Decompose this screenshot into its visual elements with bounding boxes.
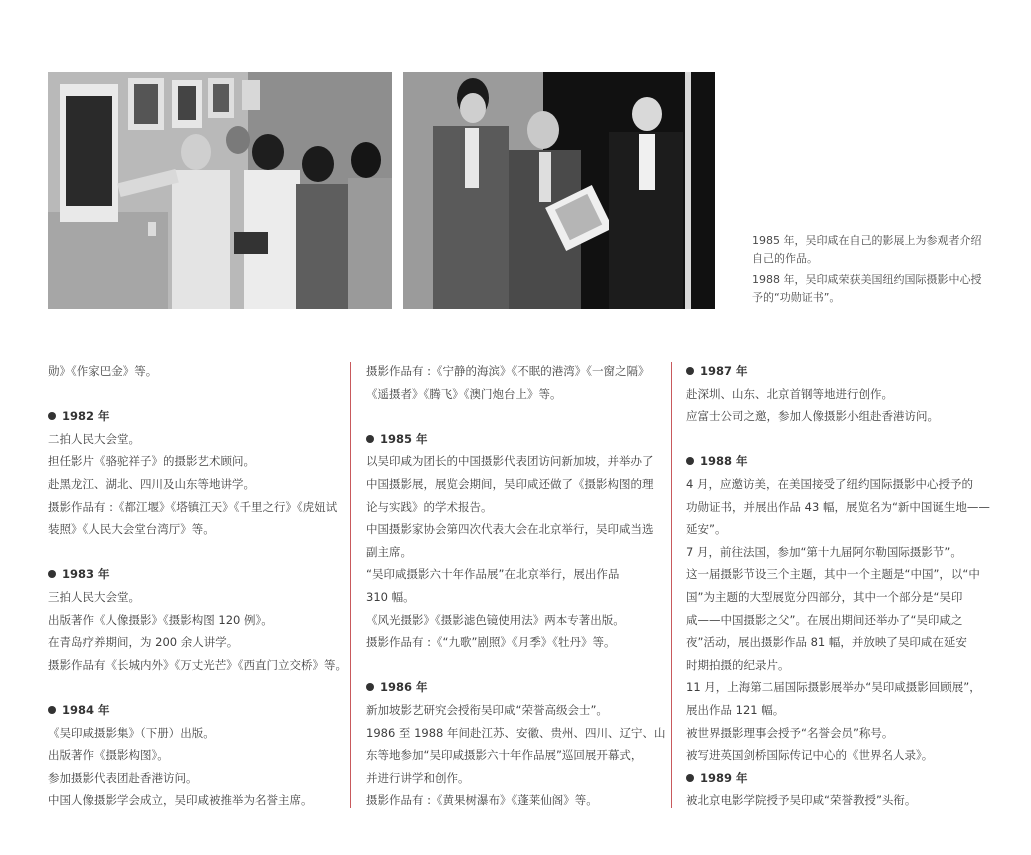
timeline-text <box>48 631 340 654</box>
photo-award-ceremony <box>403 72 715 309</box>
timeline-text <box>686 563 978 586</box>
text-line: 中国摄影家协会第四次代表大会在北京举行，吴印咸当选 <box>366 522 654 537</box>
timeline-text <box>366 586 660 609</box>
timeline-text <box>48 609 340 632</box>
text-line: 《风光摄影》《摄影滤色镜使用法》两本专著出版。 <box>366 612 625 627</box>
text-line: 11 月，上海第二届国际摄影展举办“吴印咸摄影回顾展”， <box>686 680 981 695</box>
timeline-text <box>366 767 660 790</box>
timeline-text <box>48 518 340 541</box>
timeline-text <box>48 496 340 519</box>
text-line: 摄影作品有 :《都江堰》《塔镇江天》《千里之行》《虎妞试 <box>48 499 338 514</box>
timeline-text <box>686 789 978 812</box>
timeline-text <box>686 631 978 654</box>
timeline-text <box>366 541 660 564</box>
timeline-text <box>366 699 660 722</box>
text-line: 在青岛疗养期间，为 200 余人讲学。 <box>48 635 239 650</box>
text-line: 摄影作品有 :《宁静的海滨》《不眠的港湾》《一窗之隔》 <box>366 364 650 378</box>
text-line: 被世界摄影理事会授予“名誉会员”称号。 <box>686 725 894 740</box>
text-line: 东等地参加“吴印咸摄影六十年作品展”巡回展开幕式， <box>366 748 643 763</box>
year-heading <box>686 767 978 790</box>
text-line: 出版著作《人像摄影》《摄影构图 120 例》。 <box>48 612 273 627</box>
timeline-text <box>686 518 978 541</box>
text-line: 以吴印咸为团长的中国摄影代表团访问新加坡，并举办了 <box>366 454 654 469</box>
year-heading <box>366 428 660 451</box>
spacer <box>48 383 340 406</box>
timeline-text <box>48 450 340 473</box>
text-line: 勋》《作家巴金》等。 <box>48 364 158 378</box>
text-line: 摄影作品有 :《黄果树瀑布》《蓬莱仙阁》等。 <box>366 793 598 808</box>
timeline-text <box>48 428 340 451</box>
timeline-text <box>366 631 660 654</box>
bullet-dot-icon <box>48 412 56 420</box>
text-line: 赴黑龙江、湖北、四川及山东等地讲学。 <box>48 476 255 491</box>
text-line: 被写进英国剑桥国际传记中心的《世界名人录》。 <box>686 748 934 763</box>
bullet-dot-icon <box>48 706 56 714</box>
year-heading <box>366 676 660 699</box>
spacer <box>366 654 660 677</box>
text-line: 三拍人民大会堂。 <box>48 589 140 604</box>
spacer <box>48 541 340 564</box>
timeline-text <box>686 744 978 767</box>
text-line: 1986 至 1988 年间赴江苏、安徽、贵州、四川、辽宁、山 <box>366 725 666 740</box>
bullet-dot-icon <box>366 435 374 443</box>
text-line: 应富士公司之邀，参加人像摄影小组赴香港访问。 <box>686 409 939 424</box>
timeline-text <box>686 473 978 496</box>
text-line: 咸——中国摄影之父”。在展出期间还举办了“吴印咸之 <box>686 612 963 627</box>
text-line: 展出作品 121 幅。 <box>686 702 785 717</box>
year-label: 1985 年 <box>380 431 428 446</box>
text-line: 7 月，前往法国，参加“第十九届阿尔勒国际摄影节”。 <box>686 544 962 559</box>
year-label: 1986 年 <box>380 680 428 695</box>
bullet-dot-icon <box>686 457 694 465</box>
timeline-text <box>366 722 666 745</box>
year-heading <box>48 563 340 586</box>
text-line: 延安”。 <box>686 522 727 537</box>
timeline-text <box>366 473 660 496</box>
timeline-text <box>686 541 978 564</box>
timeline-text <box>686 383 978 406</box>
text-line: 夜”活动，展出摄影作品 81 幅，并放映了吴印咸在延安 <box>686 635 967 650</box>
text-line: 这一届摄影节设三个主题，其中一个主题是“中国”，以“中 <box>686 567 980 582</box>
timeline-column-3 <box>686 360 990 812</box>
text-line: 二拍人民大会堂。 <box>48 431 140 446</box>
text-line: 国”为主题的大型展览分四部分，其中一个部分是“吴印 <box>686 589 963 604</box>
text-line: 时期拍摄的纪录片。 <box>686 657 790 672</box>
text-line: “吴印咸摄影六十年作品展”在北京举行，展出作品 <box>366 567 620 582</box>
text-line: 装照》《人民大会堂台湾厅》等。 <box>48 522 215 537</box>
year-label: 1989 年 <box>700 770 748 785</box>
timeline-column-1 <box>48 360 347 812</box>
text-line: 《遥摄者》《腾飞》《澳门炮台上》等。 <box>366 386 562 401</box>
text-line: 4 月，应邀访美，在美国接受了纽约国际摄影中心授予的 <box>686 476 973 491</box>
timeline-text <box>686 609 978 632</box>
bullet-dot-icon <box>366 683 374 691</box>
timeline-text <box>48 722 340 745</box>
year-heading <box>48 699 340 722</box>
bullet-dot-icon <box>686 774 694 782</box>
column-divider <box>671 362 672 808</box>
year-label: 1987 年 <box>700 364 748 378</box>
year-label: 1988 年 <box>700 454 748 469</box>
timeline-text <box>366 563 660 586</box>
year-label: 1984 年 <box>62 702 110 717</box>
caption-1988: 1988 年，吴印咸荣获美国纽约国际摄影中心授予的“功勋证书”。 <box>752 273 982 304</box>
photo-exhibition <box>48 72 392 309</box>
timeline-text <box>686 699 978 722</box>
timeline-text <box>48 586 340 609</box>
spacer <box>366 405 660 428</box>
timeline-text <box>366 518 660 541</box>
timeline-text <box>366 383 660 406</box>
timeline-text <box>366 789 660 812</box>
timeline-text <box>366 360 660 383</box>
timeline-text <box>48 789 340 812</box>
spacer <box>48 676 340 699</box>
text-line: 被北京电影学院授予吴印咸“荣誉教授”头衔。 <box>686 793 917 808</box>
timeline-text <box>48 767 340 790</box>
text-line: 出版著作《摄影构图》。 <box>48 748 169 763</box>
text-line: 中国人像摄影学会成立，吴印咸被推举为名誉主席。 <box>48 793 313 808</box>
timeline-text <box>366 609 660 632</box>
year-heading <box>48 405 340 428</box>
text-line: 副主席。 <box>366 544 412 559</box>
bullet-dot-icon <box>48 570 56 578</box>
year-heading <box>686 450 978 473</box>
text-line: 《吴印咸摄影集》（下册）出版。 <box>48 725 215 740</box>
timeline-text <box>686 405 978 428</box>
timeline-text <box>366 496 660 519</box>
caption-1985: 1985 年，吴印咸在自己的影展上为参观者介绍自己的作品。 <box>752 234 982 265</box>
timeline-text <box>48 360 340 383</box>
column-divider <box>350 362 351 808</box>
text-line: 新加坡影艺研究会授衔吴印咸“荣誉高级会士”。 <box>366 702 608 717</box>
year-heading <box>686 360 978 383</box>
text-line: 担任影片《骆驼祥子》的摄影艺术顾问。 <box>48 454 255 469</box>
timeline-text <box>366 744 660 767</box>
timeline-text <box>48 654 347 677</box>
year-label: 1983 年 <box>62 567 110 582</box>
text-line: 310 幅。 <box>366 589 415 604</box>
text-line: 摄影作品有 :《“九歌”剧照》《月季》《牡丹》等。 <box>366 635 616 650</box>
timeline-text <box>686 722 978 745</box>
text-line: 功勋证书，并展出作品 43 幅，展览名为“新中国诞生地—— <box>686 499 990 514</box>
timeline-text <box>686 586 978 609</box>
bullet-dot-icon <box>686 367 694 375</box>
timeline-text <box>686 676 981 699</box>
timeline-text <box>48 744 340 767</box>
text-line: 中国摄影展，展览会期间，吴印咸还做了《摄影构图的理 <box>366 476 654 491</box>
photo-captions <box>752 232 984 310</box>
timeline-column-2 <box>366 360 666 812</box>
text-line: 论与实践》的学术报告。 <box>366 499 493 514</box>
year-label: 1982 年 <box>62 409 110 424</box>
timeline-text <box>48 473 340 496</box>
text-line: 赴深圳、山东、北京首钢等地进行创作。 <box>686 386 893 401</box>
timeline-text <box>686 654 978 677</box>
spacer <box>686 428 978 451</box>
text-line: 摄影作品有《长城内外》《万丈光芒》《西直门立交桥》等。 <box>48 657 347 672</box>
text-line: 参加摄影代表团赴香港访问。 <box>48 770 198 785</box>
timeline-text <box>366 450 660 473</box>
timeline-text <box>686 496 990 519</box>
text-line: 并进行讲学和创作。 <box>366 770 470 785</box>
